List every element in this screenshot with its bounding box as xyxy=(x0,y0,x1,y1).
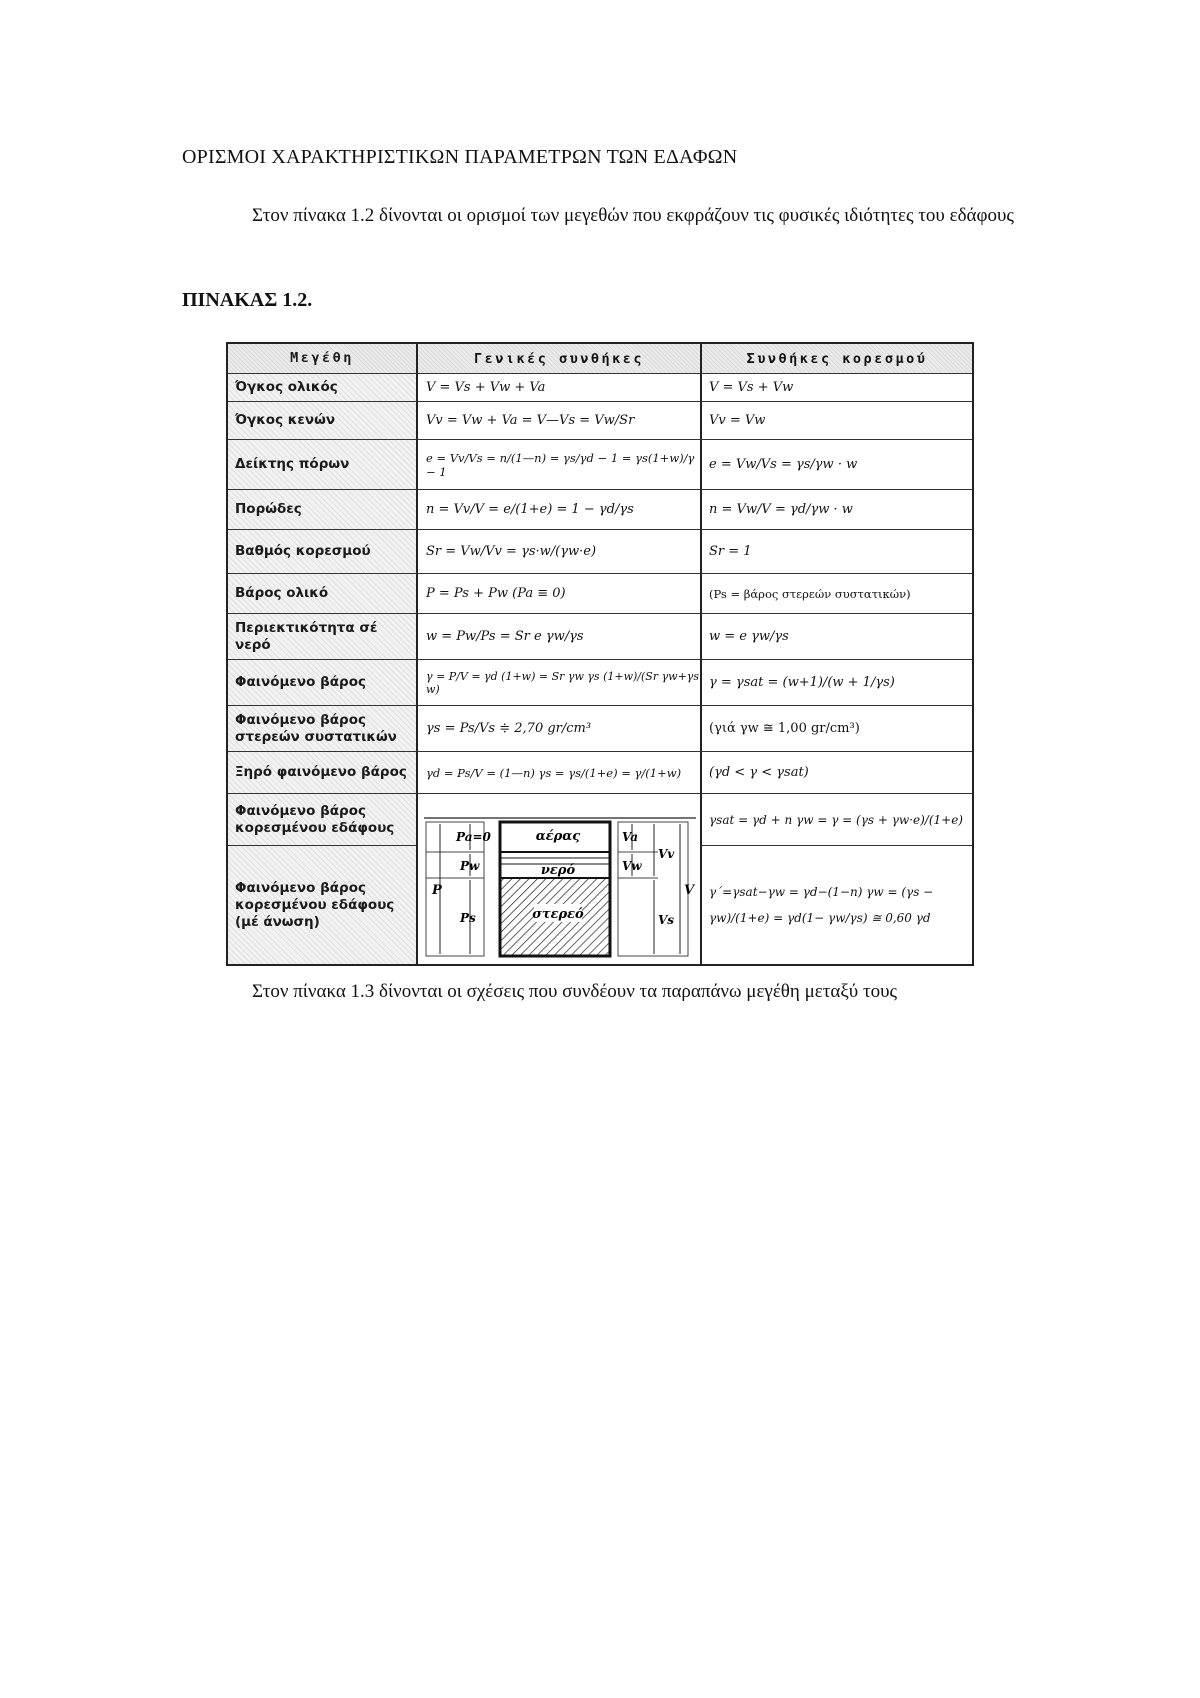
layer-water: νερό xyxy=(540,863,576,878)
row-saturated: V = Vs + Vw xyxy=(700,374,972,401)
volume-solid: Vs xyxy=(658,913,675,927)
row-name: Περιεκτικότητα σέ νερό xyxy=(228,614,416,659)
row-name: Όγκος ολικός xyxy=(228,374,416,401)
table-row xyxy=(228,440,972,490)
row-name: Όγκος κενών xyxy=(228,402,416,439)
table-row xyxy=(228,614,972,660)
row-saturated: (γιά γw ≅ 1,00 gr/cm³) xyxy=(700,706,972,751)
row-saturated: γsat = γd + n γw = γ = (γs + γw·e)/(1+e) xyxy=(700,794,972,846)
row-general: e = Vv/Vs = n/(1—n) = γs/γd − 1 = γs(1+w)/γ − 1 xyxy=(416,440,700,489)
volume-voids: Vv xyxy=(658,847,675,861)
row-general: V = Vs + Vw + Va xyxy=(416,374,700,401)
header-general: Γενικές συνθήκες xyxy=(416,344,700,373)
volume-water: Vw xyxy=(622,859,642,873)
row-saturated: γ = γsat = (w+1)/(w + 1/γs) xyxy=(700,660,972,705)
row-saturated: Sr = 1 xyxy=(700,530,972,573)
page-heading: ΟΡΙΣΜΟΙ ΧΑΡΑΚΤΗΡΙΣΤΙΚΩΝ ΠΑΡΑΜΕΤΡΩΝ ΤΩΝ ΕΔΑΦΩΝ xyxy=(182,146,738,168)
weight-solid: Ps xyxy=(460,911,476,925)
table-row xyxy=(228,660,972,706)
table-row-saturated-group xyxy=(228,794,972,964)
table-label: ΠΙΝΑΚΑΣ 1.2. xyxy=(182,289,313,311)
row-saturated: (Ps = βάρος στερεών συστατικών) xyxy=(700,574,972,613)
row-general: Vv = Vw + Va = V—Vs = Vw/Sr xyxy=(416,402,700,439)
soil-phase-diagram xyxy=(418,794,700,964)
table-row xyxy=(228,752,972,794)
row-name: Δείκτης πόρων xyxy=(228,440,416,489)
volume-total: V xyxy=(684,883,695,898)
layer-air: αέρας xyxy=(535,829,581,844)
row-saturated: e = Vw/Vs = γs/γw · w xyxy=(700,440,972,489)
phase-diagram-cell xyxy=(416,794,700,964)
row-name: Φαινόμενο βάρος xyxy=(228,660,416,705)
row-general: w = Pw/Ps = Sr e γw/γs xyxy=(416,614,700,659)
table-row xyxy=(228,706,972,752)
row-saturated: γ΄=γsat−γw = γd−(1−n) γw = (γs − γw)/(1+e) = γd(1− γw/γs) ≅ 0,60 γd xyxy=(700,846,972,964)
row-general: P = Ps + Pw (Pa ≡ 0) xyxy=(416,574,700,613)
weight-water: Pw xyxy=(460,859,480,873)
row-saturated: (γd < γ < γsat) xyxy=(700,752,972,793)
row-general: γ = P/V = γd (1+w) = Sr γw γs (1+w)/(Sr γw+γs w) xyxy=(416,660,700,705)
header-quantity: Μεγέθη xyxy=(290,350,354,366)
table-header-row xyxy=(228,344,972,374)
row-name: Φαινόμενο βάρος κορεσμένου εδάφους xyxy=(228,794,416,846)
table-row xyxy=(228,490,972,530)
volume-air: Va xyxy=(622,830,638,844)
layer-solid: στερεό xyxy=(532,907,584,922)
row-name: Βάρος ολικό xyxy=(228,574,416,613)
intro-paragraph: Στον πίνακα 1.2 δίνονται οι ορισμοί των μεγεθών που εκφράζουν τις φυσικές ιδιότητες του εδάφους xyxy=(252,205,1014,226)
closing-paragraph: Στον πίνακα 1.3 δίνονται οι σχέσεις που συνδέουν τα παραπάνω μεγέθη μεταξύ τους xyxy=(252,981,898,1002)
row-general: Sr = Vw/Vv = γs·w/(γw·e) xyxy=(416,530,700,573)
row-saturated: w = e γw/γs xyxy=(700,614,972,659)
row-saturated: Vv = Vw xyxy=(700,402,972,439)
definitions-table xyxy=(226,342,974,966)
table-row xyxy=(228,574,972,614)
row-general: γd = Ps/V = (1—n) γs = γs/(1+e) = γ/(1+w) xyxy=(416,752,700,793)
weight-total: P xyxy=(432,883,442,898)
table-row xyxy=(228,374,972,402)
row-general: n = Vv/V = e/(1+e) = 1 − γd/γs xyxy=(416,490,700,529)
header-saturated: Συνθήκες κορεσμού xyxy=(700,344,972,373)
weight-air: Pa=0 xyxy=(456,830,491,844)
row-name: Πορώδες xyxy=(228,490,416,529)
row-name: Φαινόμενο βάρος κορεσμένου εδάφους (μέ άνωση) xyxy=(228,846,416,964)
row-saturated: n = Vw/V = γd/γw · w xyxy=(700,490,972,529)
row-name: Βαθμός κορεσμού xyxy=(228,530,416,573)
row-name: Ξηρό φαινόμενο βάρος xyxy=(228,752,416,793)
table-row xyxy=(228,402,972,440)
row-general: γs = Ps/Vs ≑ 2,70 gr/cm³ xyxy=(416,706,700,751)
row-name: Φαινόμενο βάρος στερεών συστατικών xyxy=(228,706,416,751)
table-row xyxy=(228,530,972,574)
